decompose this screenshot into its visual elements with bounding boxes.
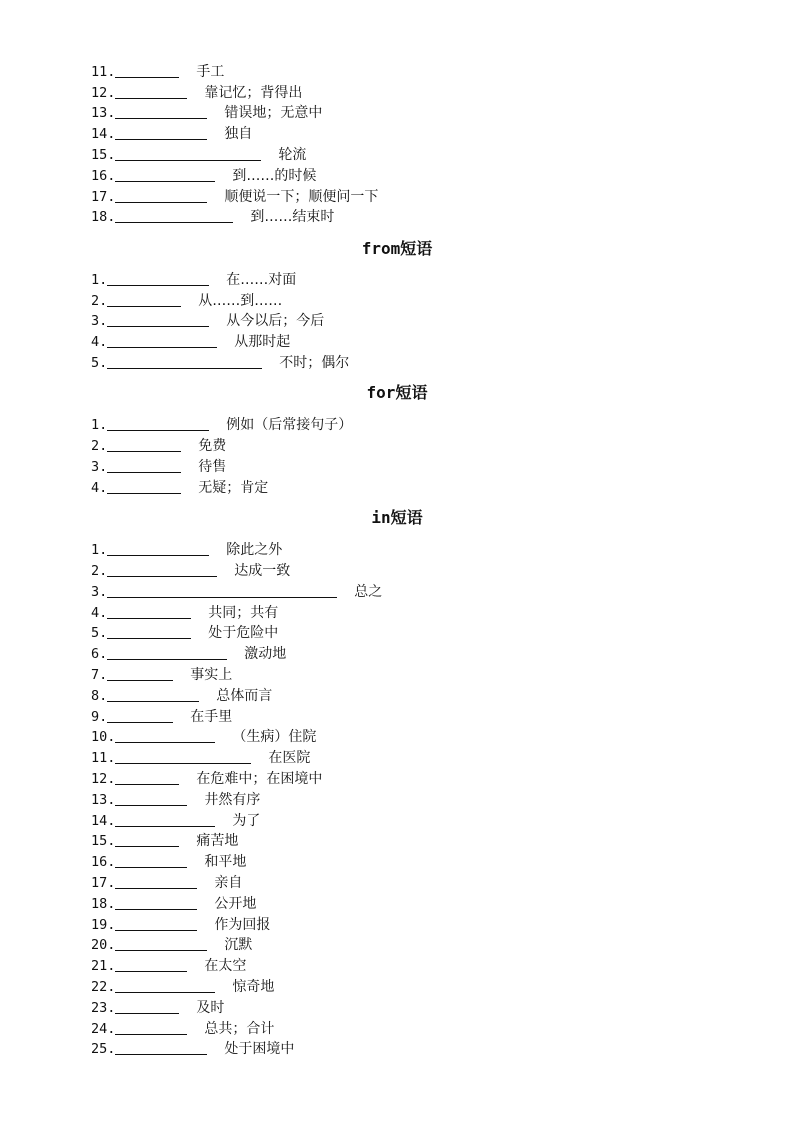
answer-blank[interactable]: [107, 437, 181, 452]
item-meaning: 痛苦地: [196, 833, 239, 849]
section-heading-from: [0, 237, 794, 261]
list-item: [91, 187, 378, 207]
answer-blank[interactable]: [115, 874, 197, 889]
list-item: [91, 686, 272, 706]
answer-blank[interactable]: [115, 832, 179, 847]
list-item: [91, 1039, 294, 1059]
list-item: [91, 894, 256, 914]
item-number: 1.: [91, 272, 108, 288]
item-meaning: 从今以后；今后: [226, 313, 325, 329]
list-item: [91, 207, 334, 227]
item-meaning: 手工: [196, 64, 225, 80]
item-number: 12.: [91, 85, 116, 101]
answer-blank[interactable]: [107, 416, 209, 431]
answer-blank[interactable]: [115, 63, 179, 78]
item-number: 20.: [91, 937, 116, 953]
item-meaning: 不时；偶尔: [279, 355, 350, 371]
item-meaning: 处于困境中: [224, 1041, 295, 1057]
item-meaning: 免费: [198, 438, 227, 454]
item-meaning: 和平地: [204, 854, 247, 870]
list-item: [91, 291, 282, 311]
answer-blank[interactable]: [107, 666, 173, 681]
item-meaning: 及时: [196, 1000, 225, 1016]
section-heading-label: 短语: [395, 383, 428, 402]
item-number: 16.: [91, 168, 116, 184]
answer-blank[interactable]: [107, 687, 199, 702]
item-meaning: 在危难中；在困境中: [196, 771, 323, 787]
answer-blank[interactable]: [115, 146, 261, 161]
list-item: [91, 478, 268, 498]
item-number: 1.: [91, 542, 108, 558]
answer-blank[interactable]: [115, 999, 179, 1014]
item-number: 24.: [91, 1021, 116, 1037]
item-number: 1.: [91, 417, 108, 433]
list-item: [91, 998, 224, 1018]
item-number: 23.: [91, 1000, 116, 1016]
item-meaning: 在太空: [204, 958, 247, 974]
item-number: 11.: [91, 64, 116, 80]
answer-blank[interactable]: [107, 271, 209, 286]
item-number: 2.: [91, 563, 108, 579]
item-meaning: 轮流: [278, 147, 307, 163]
item-meaning: 沉默: [224, 937, 253, 953]
item-number: 13.: [91, 105, 116, 121]
answer-blank[interactable]: [107, 708, 173, 723]
item-number: 18.: [91, 209, 116, 225]
answer-blank[interactable]: [115, 812, 215, 827]
list-item: [91, 415, 352, 435]
list-item: [91, 145, 306, 165]
item-number: 3.: [91, 584, 108, 600]
item-number: 14.: [91, 813, 116, 829]
item-number: 10.: [91, 729, 116, 745]
item-number: 22.: [91, 979, 116, 995]
section-heading-label: 短语: [400, 239, 433, 258]
answer-blank[interactable]: [107, 458, 181, 473]
item-meaning: （生病）住院: [232, 729, 317, 745]
item-meaning: 达成一致: [234, 563, 291, 579]
list-item: [91, 311, 324, 331]
item-meaning: 在……对面: [226, 272, 297, 288]
list-item: [91, 603, 278, 623]
item-meaning: 处于危险中: [208, 625, 279, 641]
answer-blank[interactable]: [107, 479, 181, 494]
section-heading-for: [0, 381, 794, 405]
item-number: 11.: [91, 750, 116, 766]
answer-blank[interactable]: [107, 312, 209, 327]
item-number: 19.: [91, 917, 116, 933]
item-number: 8.: [91, 688, 108, 704]
answer-blank[interactable]: [115, 791, 187, 806]
section-heading-label: 短语: [390, 508, 423, 527]
list-item: [91, 644, 286, 664]
answer-blank[interactable]: [115, 895, 197, 910]
list-item: [91, 790, 260, 810]
item-meaning: 例如（后常接句子）: [226, 417, 353, 433]
answer-blank[interactable]: [107, 624, 191, 639]
list-item: [91, 977, 274, 997]
item-meaning: 惊奇地: [232, 979, 275, 995]
item-meaning: 顺便说一下；顺便问一下: [224, 189, 379, 205]
item-meaning: 从那时起: [234, 334, 291, 350]
answer-blank[interactable]: [115, 125, 207, 140]
item-number: 18.: [91, 896, 116, 912]
item-meaning: 激动地: [244, 646, 287, 662]
item-meaning: 井然有序: [204, 792, 261, 808]
answer-blank[interactable]: [107, 604, 191, 619]
item-meaning: 无疑；肯定: [198, 480, 269, 496]
list-item: [91, 748, 310, 768]
item-meaning: 到……结束时: [250, 209, 335, 225]
list-item: [91, 353, 349, 373]
item-meaning: 从……到……: [198, 293, 283, 309]
item-number: 3.: [91, 459, 108, 475]
list-item: [91, 62, 224, 82]
list-item: [91, 623, 278, 643]
item-number: 4.: [91, 605, 108, 621]
answer-blank[interactable]: [115, 916, 197, 931]
item-meaning: 除此之外: [226, 542, 283, 558]
item-number: 25.: [91, 1041, 116, 1057]
answer-blank[interactable]: [115, 728, 215, 743]
item-meaning: 作为回报: [214, 917, 271, 933]
item-number: 9.: [91, 709, 108, 725]
answer-blank[interactable]: [115, 1020, 187, 1035]
answer-blank[interactable]: [115, 104, 207, 119]
answer-blank[interactable]: [115, 853, 187, 868]
item-meaning: 亲自: [214, 875, 243, 891]
item-number: 2.: [91, 293, 108, 309]
answer-blank[interactable]: [107, 333, 217, 348]
item-number: 14.: [91, 126, 116, 142]
answer-blank[interactable]: [115, 957, 187, 972]
item-number: 15.: [91, 147, 116, 163]
answer-blank[interactable]: [115, 208, 233, 223]
answer-blank[interactable]: [107, 354, 262, 369]
list-item: [91, 582, 382, 602]
item-number: 13.: [91, 792, 116, 808]
item-number: 17.: [91, 189, 116, 205]
item-meaning: 在手里: [190, 709, 233, 725]
list-item: [91, 852, 246, 872]
item-number: 17.: [91, 875, 116, 891]
item-meaning: 总之: [354, 584, 383, 600]
answer-blank[interactable]: [107, 562, 217, 577]
answer-blank[interactable]: [115, 936, 207, 951]
list-item: [91, 956, 246, 976]
list-item: [91, 707, 232, 727]
section-heading-keyword: for: [366, 383, 396, 402]
item-meaning: 公开地: [214, 896, 257, 912]
item-number: 16.: [91, 854, 116, 870]
item-meaning: 总体而言: [216, 688, 273, 704]
item-meaning: 到……的时候: [232, 168, 317, 184]
list-item: [91, 915, 270, 935]
item-number: 5.: [91, 625, 108, 641]
item-meaning: 独自: [224, 126, 253, 142]
list-item: [91, 457, 226, 477]
answer-blank[interactable]: [115, 84, 187, 99]
item-meaning: 为了: [232, 813, 261, 829]
list-item: [91, 166, 316, 186]
section-heading-in: [0, 506, 794, 530]
list-item: [91, 873, 242, 893]
list-item: [91, 436, 226, 456]
item-meaning: 错误地；无意中: [224, 105, 323, 121]
list-item: [91, 540, 282, 560]
item-number: 4.: [91, 334, 108, 350]
item-number: 15.: [91, 833, 116, 849]
item-number: 3.: [91, 313, 108, 329]
answer-blank[interactable]: [115, 167, 215, 182]
list-item: [91, 103, 322, 123]
answer-blank[interactable]: [115, 770, 179, 785]
list-item: [91, 811, 260, 831]
item-number: 7.: [91, 667, 108, 683]
item-number: 4.: [91, 480, 108, 496]
section-heading-keyword: in: [371, 508, 391, 527]
item-meaning: 共同；共有: [208, 605, 279, 621]
item-number: 2.: [91, 438, 108, 454]
item-number: 12.: [91, 771, 116, 787]
list-item: [91, 727, 316, 747]
answer-blank[interactable]: [115, 978, 215, 993]
item-number: 5.: [91, 355, 108, 371]
item-meaning: 事实上: [190, 667, 233, 683]
item-meaning: 待售: [198, 459, 227, 475]
item-number: 21.: [91, 958, 116, 974]
item-meaning: 在医院: [268, 750, 311, 766]
answer-blank[interactable]: [107, 583, 337, 598]
answer-blank[interactable]: [107, 292, 181, 307]
answer-blank[interactable]: [115, 1040, 207, 1055]
section-heading-keyword: from: [361, 239, 401, 258]
list-item: [91, 124, 252, 144]
list-item: [91, 83, 302, 103]
list-item: [91, 561, 290, 581]
item-number: 6.: [91, 646, 108, 662]
list-item: [91, 935, 252, 955]
answer-blank[interactable]: [107, 645, 227, 660]
list-item: [91, 270, 296, 290]
list-item: [91, 332, 290, 352]
answer-blank[interactable]: [115, 188, 207, 203]
list-item: [91, 665, 232, 685]
list-item: [91, 1019, 274, 1039]
item-meaning: 靠记忆；背得出: [204, 85, 303, 101]
item-meaning: 总共；合计: [204, 1021, 275, 1037]
list-item: [91, 769, 322, 789]
answer-blank[interactable]: [107, 541, 209, 556]
list-item: [91, 831, 238, 851]
answer-blank[interactable]: [115, 749, 251, 764]
